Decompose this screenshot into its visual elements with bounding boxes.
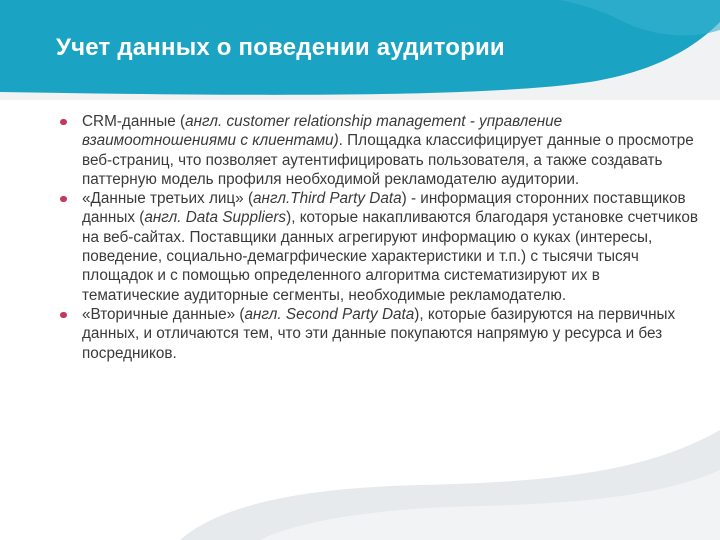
- slide-title: Учет данных о поведении аудитории: [56, 34, 505, 61]
- bullet-dot-icon: [60, 312, 67, 318]
- bullet-text-italic: англ. Second Party Data: [244, 305, 415, 323]
- bullet-dot-icon: [60, 119, 67, 125]
- bullet-text: ) - информация сторонних поставщиков данных (: [82, 190, 686, 227]
- bullet-text-italic: англ. Data Suppliers: [144, 209, 287, 227]
- bullet-item: [60, 112, 700, 189]
- bullet-dot-icon: [60, 196, 67, 202]
- bullet-text: CRM-данные (: [82, 113, 186, 130]
- bullet-text: «Данные третьих лиц» (: [82, 190, 254, 208]
- bullet-text: ), которые накапливаются благодаря установке счетчиков на веб-сайтах. Поставщики данных агрегируют информацию о куках (интересы, поведение, социально-демагрфические характеристики и т.п.) с тысячи тысяч площадок и с помощью определенного алгоритма систематизируют их в тематические аудиторные сегменты, необходимые рекламодателю.: [82, 209, 699, 304]
- bullet-text: . Площадка классифицирует данные о просмотре веб-страниц, что позволяет аутентифицировать пользователя, а также создавать паттерную модель профиля необходимой рекламодателю аудитории.: [82, 132, 694, 188]
- bullet-text-italic: англ. customer relationship management - управление взаимоотношениями с клиентами): [82, 113, 563, 150]
- bullet-list: [60, 112, 700, 363]
- bullet-text: «Вторичные данные» (: [82, 305, 245, 323]
- bullet-item: [60, 305, 700, 363]
- bullet-item: [60, 189, 700, 305]
- title-banner: [0, 0, 720, 96]
- bullet-text: ), которые базируются на первичных данных, и отличаются тем, что эти данные покупаются напрямую у ресурса и без посредников.: [82, 305, 676, 362]
- bullet-text-italic: англ.Third Party Data: [253, 190, 402, 208]
